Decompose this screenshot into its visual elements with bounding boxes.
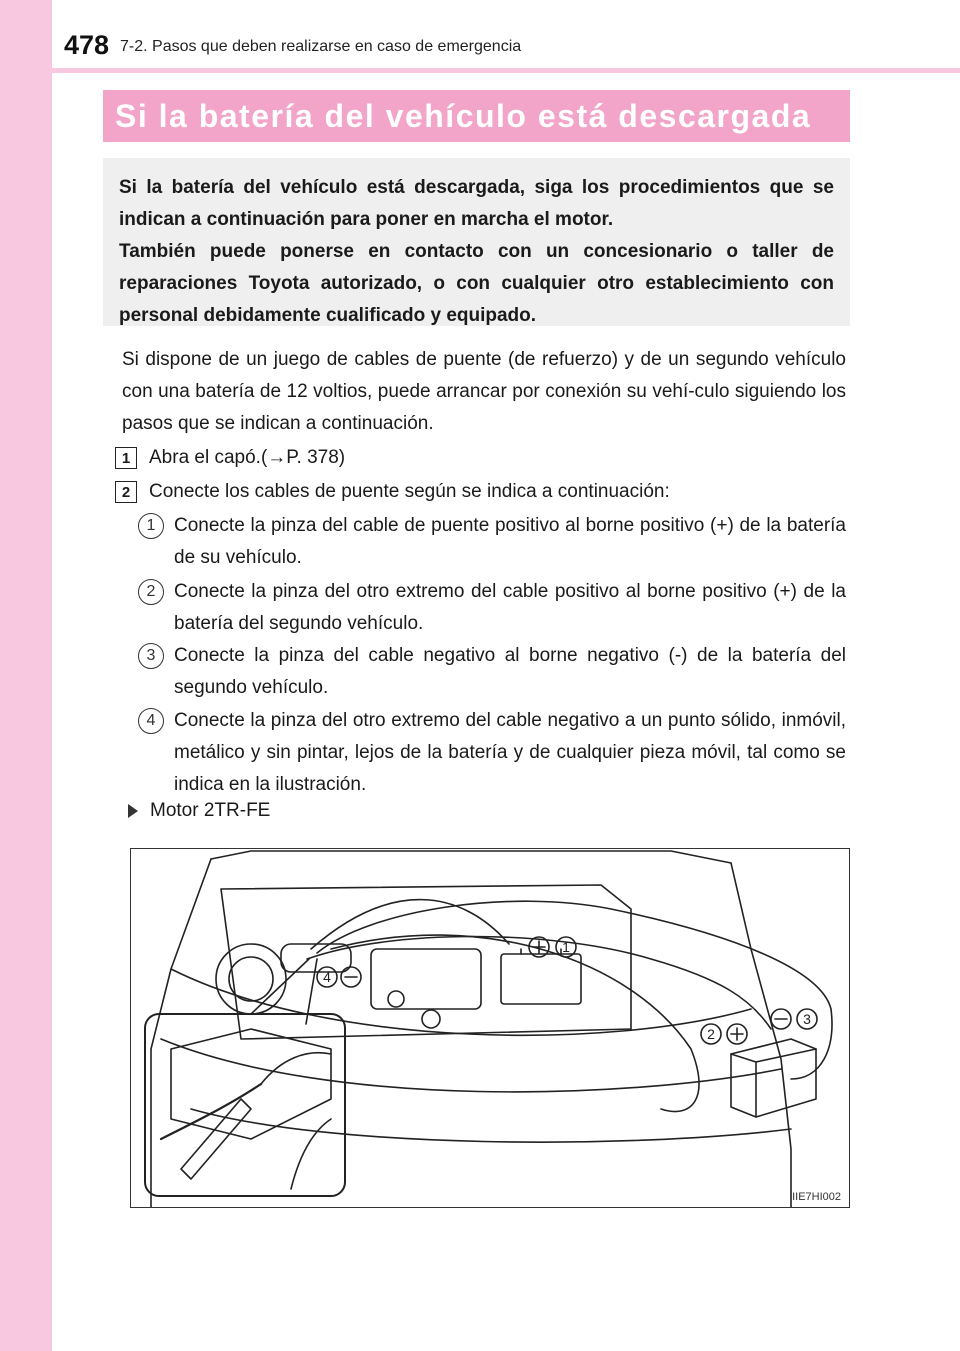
step-text: Conecte los cables de puente según se indica a continuación: [149,481,670,502]
callout-3-number: 3 [803,1011,811,1027]
callout-4-number: 4 [323,969,331,985]
jump-start-illustration [130,848,850,1208]
substep-number: 2 [138,579,164,605]
hood-outline [211,851,731,863]
substep-text: Conecte la pinza del cable de puente positivo al borne positivo (+) de la batería de su vehículo. [174,515,846,568]
cable-to-second-battery [317,901,832,1079]
substep-text: Conecte la pinza del cable negativo al borne negativo (-) de la batería del segundo vehículo. [174,645,846,698]
substep-2 [138,576,846,640]
engine-label: Motor 2TR-FE [150,800,271,821]
section-title: Si la batería del vehículo está descargada [115,97,812,134]
return-cable [331,935,699,1111]
vehicle-battery-icon [501,954,581,1004]
right-fender-outline [731,863,791,1208]
callout-1-number: 1 [562,939,570,955]
substep-4 [138,705,846,801]
intro-paragraph-2: También puede ponerse en contacto con un concesionario o taller de reparaciones Toyota autorizado, o con cualquier otro establecimiento con personal debidamente cualificado y equipado. [119,241,834,326]
body-paragraph: Si dispone de un juego de cables de puente (de refuerzo) y de un segundo vehículo con una batería de 12 voltios, puede arrancar por conexión su vehí-culo siguiendo los pasos que se indican a continuación. [122,349,846,434]
ground-clamp-cable [161,1084,261,1139]
intro-paragraph-1: Si la batería del vehículo está descargada, siga los procedimientos que se indican a continuación para poner en marcha el motor. [119,177,834,230]
fan-icon [216,944,286,1014]
running-header: 7-2. Pasos que deben realizarse en caso de emergencia [120,38,522,55]
step-text: Abra el capó.(→P. 378) [149,447,346,468]
front-edge-outline [171,969,751,1035]
lower-bumper-outline [191,1109,791,1142]
step-1 [115,446,345,470]
step-2 [115,480,670,504]
margin-band [0,0,52,1351]
substep-text: Conecte la pinza del otro extremo del cable positivo al borne positivo (+) de la batería del segundo vehículo. [174,581,846,634]
substep-number: 3 [138,643,164,669]
substep-number: 4 [138,708,164,734]
left-fender-outline [151,859,211,1208]
intro-box [103,158,850,326]
positive-cable [311,900,509,949]
jump-start-drawing [131,849,850,1208]
figure-code: IIE7HI002 [792,1191,841,1203]
inset-detail-frame [145,1014,345,1196]
step-number: 2 [115,481,137,503]
engine-label-row [128,800,270,822]
callout-2-number: 2 [707,1026,715,1042]
header-rule [52,68,960,73]
inset-leader-line [251,959,309,1014]
triangle-bullet-icon [128,804,138,818]
bumper-outline [161,1039,781,1092]
substep-number: 1 [138,513,164,539]
step-number: 1 [115,447,137,469]
substep-1 [138,510,846,574]
section-title-banner [103,90,850,142]
substep-3 [138,640,846,704]
page-number: 478 [64,30,110,60]
substep-text: Conecte la pinza del otro extremo del cable negativo a un punto sólido, inmóvil, metálico y sin pintar, lejos de la batería y de cualquier pieza móvil, tal como se indica en la ilustración. [174,710,846,795]
